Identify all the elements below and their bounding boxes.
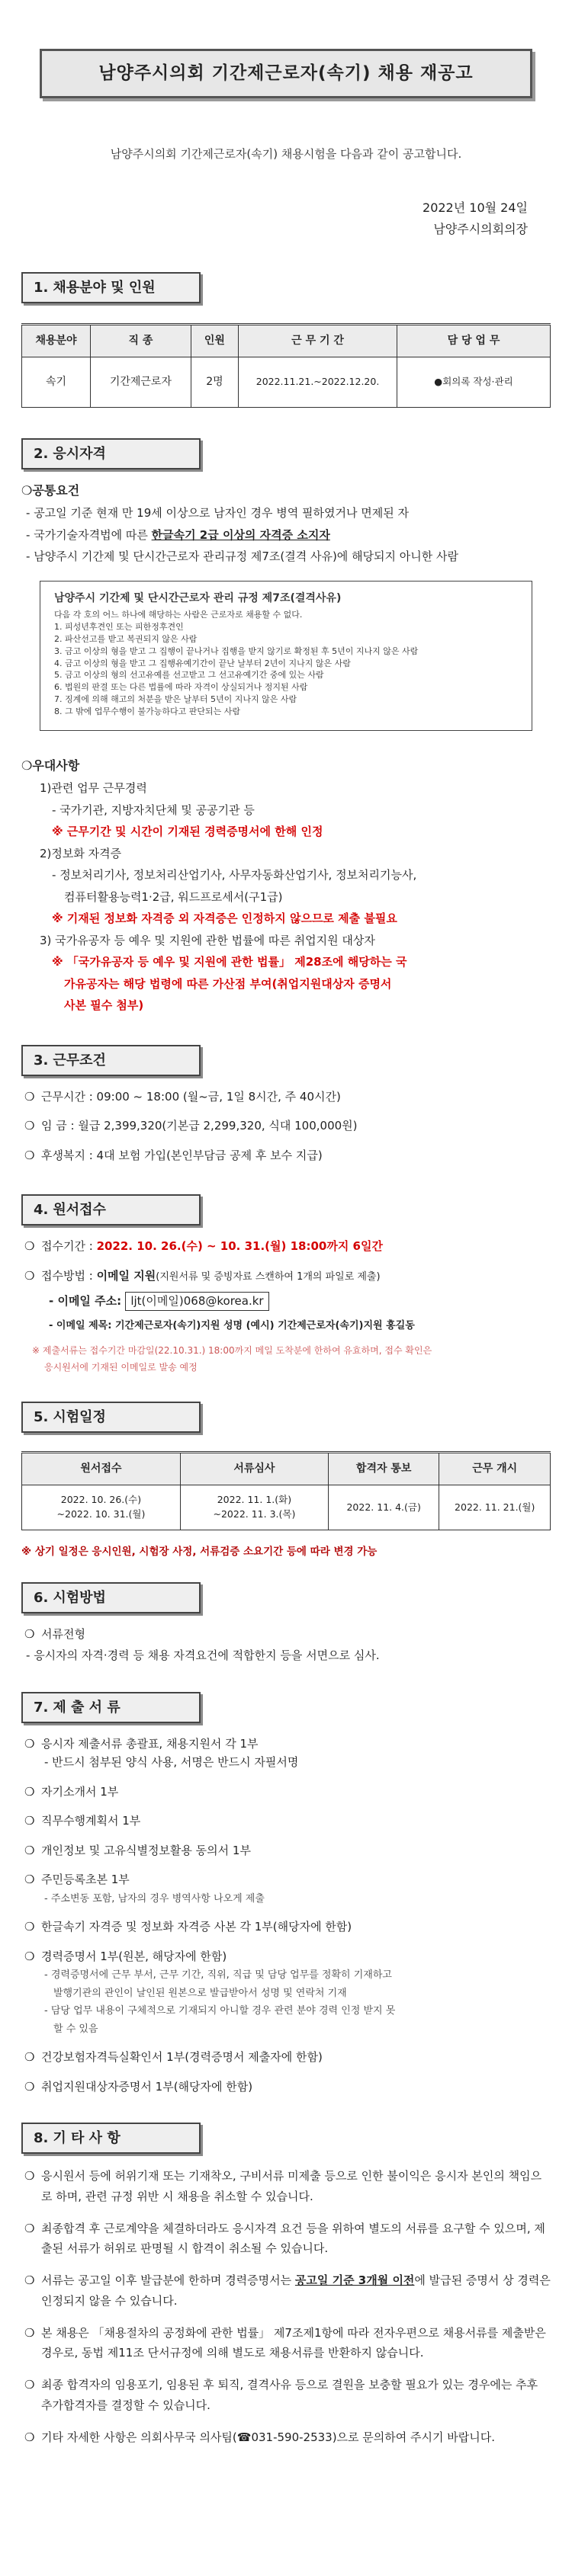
document-item: ❍ 건강보험자격득실확인서 1부(경력증명서 제출자에 한함) — [24, 2050, 323, 2065]
document-note: - 담당 업무 내용이 구체적으로 기재되지 아니할 경우 관련 분야 경력 인정 받지 못 — [44, 2005, 396, 2017]
preference-item: 2)정보화 자격증 — [40, 846, 122, 860]
document-note: - 주소변동 포함, 남자의 경우 병역사항 나오게 제출 — [44, 1892, 265, 1905]
document-note: 할 수 있음 — [53, 2023, 98, 2035]
preference-note: 가유공자는 해당 법령에 따른 가산점 부여(취업지원대상자 증명서 — [64, 976, 392, 991]
section-heading: 5. 시험일정 — [21, 1402, 201, 1433]
table-cell: 기간제근로자 — [91, 357, 191, 408]
table-cell: 2022. 11. 4.(금) — [328, 1485, 439, 1530]
schedule-table: 원서접수 서류심사 합격자 통보 근무 개시 2022. 10. 26.(수) ~2022. 10. 31.(월) 2022. 11. 1.(화) ~2022. 11. 3.(목) 2022. 11. 4.(금) 2022. 11. 21.(월) — [21, 1451, 551, 1530]
preference-detail: - 국가기관, 지방자치단체 및 공공기관 등 — [21, 802, 551, 819]
document-item: ❍ 개인정보 및 고유식별정보활용 동의서 1부 — [24, 1843, 251, 1857]
method-desc: - 응시자의 자격·경력 등 채용 자격요건에 적합한지 등을 서면으로 심사. — [21, 1647, 551, 1664]
document-item: ❍ 취업지원대상자증명서 1부(해당자에 한함) — [24, 2079, 253, 2094]
recruitment-table: 채용분야 직 종 인원 근 무 기 간 담 당 업 무 속기 기간제근로자 2명 2022.11.21.~2022.12.20. ●회의록 작성·관리 — [21, 323, 551, 408]
preference-note: ※ 근무기간 및 시간이 기재된 경력증명서에 한해 인정 — [52, 825, 323, 839]
email-address: - 이메일 주소: ljt(이메일)068@korea.kr — [21, 1292, 551, 1311]
section-eligibility — [21, 438, 551, 1014]
announcement-date: 2022년 10월 24일 — [423, 200, 528, 215]
preference-note: ※ 「국가유공자 등 예우 및 지원에 관한 법률」 제28조에 해당하는 국 — [52, 955, 407, 969]
table-cell: 2022. 11. 1.(화) ~2022. 11. 3.(목) — [180, 1485, 328, 1530]
table-cell: 2022. 10. 26.(수) ~2022. 10. 31.(월) — [22, 1485, 181, 1530]
notice-item: ❍ 응시원서 등에 허위기재 또는 기재착오, 구비서류 미제출 등으로 인한 불이익은 응시자 본인의 책임으로 하며, 관련 규정 위반 시 채용을 취소할 수 있습니다. — [24, 2169, 542, 2203]
notice-item: ❍ 기타 자세한 사항은 의회사무국 의사팀(☎031-590-2533)으로 문의하여 주시기 바랍니다. — [24, 2430, 496, 2444]
application-method: ❍ 접수방법 : 이메일 지원(지원서류 및 증빙자료 스캔하여 1개의 파일로 제출) — [24, 1268, 381, 1283]
table-cell: 2명 — [191, 357, 238, 408]
intro-text: 남양주시의회 기간제근로자(속기) 채용시험을 다음과 같이 공고합니다. — [110, 146, 462, 161]
section-application — [21, 1194, 551, 1374]
table-cell: 2022. 11. 21.(월) — [439, 1485, 551, 1530]
document-note: - 경력증명서에 근무 부서, 근무 기간, 직위, 직급 및 담당 업무를 정확히 기재하고 — [44, 1969, 392, 1982]
condition-item: ❍ 후생복지 : 4대 보험 가입(본인부담금 공제 후 보수 지급) — [24, 1148, 323, 1162]
document-item: ❍ 경력증명서 1부(원본, 해당자에 한함) — [24, 1949, 227, 1963]
requirement-item: - 공고일 기준 현재 만 19세 이상으로 남자인 경우 병역 필하였거나 면제된 자 — [21, 505, 551, 522]
document-item: ❍ 한글속기 자격증 및 정보화 자격증 사본 각 1부(해당자에 한함) — [24, 1920, 352, 1934]
document-item: ❍ 직무수행계획서 1부 — [24, 1814, 141, 1828]
table-cell: 2022.11.21.~2022.12.20. — [239, 357, 397, 408]
notice-item: ❍ 본 채용은 「채용절차의 공정화에 관한 법률」 제7조제1항에 따라 전자우편으로 채용서류를 제출받은 경우로, 동법 제11조 단서규정에 의해 별도로 채용서류를 반환하지 않습니다. — [24, 2325, 546, 2360]
notice-item: ❍ 서류는 공고일 이후 발급분에 한하며 경력증명서는 공고일 기준 3개월 이전에 발급된 증명서 상 경력은 인정되지 않을 수 있습니다. — [24, 2273, 551, 2308]
notice-item: ❍ 최종 합격자의 임용포기, 임용된 후 퇴직, 결격사유 등으로 결원을 보충할 필요가 있는 경우에는 추후 추가합격자를 결정할 수 있습니다. — [24, 2378, 538, 2412]
section-heading: 3. 근무조건 — [21, 1045, 201, 1076]
notice-item: ❍ 최종합격 후 근로계약을 체결하더라도 응시자격 요건 등을 위하여 별도의 서류를 요구할 수 있으며, 제출된 서류가 허위로 판명될 시 합격이 취소될 수 있습니다. — [24, 2221, 545, 2256]
condition-item: ❍ 근무시간 : 09:00 ~ 18:00 (월~금, 1일 8시간, 주 40시간) — [24, 1089, 341, 1104]
requirement-item: - 국가기술자격법에 따른 한글속기 2급 이상의 자격증 소지자 — [21, 527, 551, 544]
document-note: - 반드시 첨부된 양식 사용, 서명은 반드시 자필서명 — [44, 1755, 299, 1770]
application-period: ❍ 접수기간 : 2022. 10. 26.(수) ~ 10. 31.(월) 18:00까지 6일간 — [24, 1239, 383, 1254]
document-item: ❍ 주민등록초본 1부 — [24, 1873, 130, 1887]
section-method — [21, 1582, 551, 1664]
section-heading: 6. 시험방법 — [21, 1582, 201, 1613]
preference-note: ※ 기재된 정보화 자격증 외 자격증은 인정하지 않으므로 제출 불필요 — [52, 912, 397, 926]
document-item: ❍ 자기소개서 1부 — [24, 1784, 119, 1799]
section-recruitment — [21, 272, 551, 408]
table-cell: ●회의록 작성·관리 — [397, 357, 550, 408]
preference-item: 3) 국가유공자 등 예우 및 지원에 관한 법률에 따른 취업지원 대상자 — [40, 933, 375, 947]
page-title: 남양주시의회 기간제근로자(속기) 채용 재공고 — [40, 49, 532, 98]
section-schedule — [21, 1402, 551, 1559]
table-cell: 속기 — [22, 357, 91, 408]
preference-detail: 컴퓨터활용능력1·2급, 워드프로세서(구1급) — [64, 889, 283, 904]
common-requirements-title: ❍공통요건 — [21, 483, 80, 498]
application-note: 응시원서에 기재된 이메일로 발송 예정 — [44, 1362, 198, 1373]
schedule-note: ※ 상기 일정은 응시인원, 시험장 사정, 서류검증 소요기간 등에 따라 변경 가능 — [21, 1545, 378, 1558]
section-heading: 1. 채용분야 및 인원 — [21, 272, 201, 303]
requirement-item: - 남양주시 기간제 및 단시간근로자 관리규정 제7조(결격 사유)에 해당되지 아니한 사람 — [21, 548, 551, 566]
email-subject: - 이메일 제목: 기간제근로자(속기)지원 성명 (예시) 기간제근로자(속기)지원 홍길동 — [49, 1319, 415, 1331]
issuer: 남양주시의회의장 — [433, 222, 528, 236]
section-other — [21, 2123, 551, 2447]
disqualification-box: 남양주시 기간제 및 단시간근로자 관리 규정 제7조(결격사유) 다음 각 호의 어느 하나에 해당하는 사람은 근로자로 채용할 수 없다. 1. 피성년후견인 또는 피한정후견인 2. 파산선고를 받고 복권되지 않은 사람 3. 금고 이상의 형을 받고 그 집행이 끝나거나 집행을 받지 않기로 확정된 후 5년이 지나지 않은 사람 4. 금고 이상의 형을 받고 그 집행유예기간이 끝난 날부터 2년이 지나지 않은 사람 5. 금고 이상의 형의 선고유예를 선고받고 그 선고유예기간 중에 있는 사람 6. 법원의 판결 또는 다른 법률에 따라 자격이 상실되거나 정지된 사람 7. 징계에 의해 해고의 처분을 받은 날부터 5년이 지나지 않은 사람 8. 그 밖에 업무수행이 불가능하다고 판단되는 사람 — [40, 581, 532, 732]
preference-detail: - 정보처리기사, 정보처리산업기사, 사무자동화산업기사, 정보처리기능사, — [21, 867, 551, 884]
section-heading: 8. 기 타 사 항 — [21, 2123, 201, 2154]
document-note: 발행기관의 관인이 날인된 원본으로 발급받아서 성명 및 연락처 기재 — [53, 1987, 347, 1999]
preference-item: 1)관련 업무 근무경력 — [40, 781, 147, 796]
section-work-conditions — [21, 1045, 551, 1165]
section-heading: 2. 응시자격 — [21, 438, 201, 469]
section-documents — [21, 1692, 551, 2096]
application-note: ※ 제출서류는 접수기간 마감일(22.10.31.) 18:00까지 메일 도착분에 한하여 유효하며, 접수 확인은 — [32, 1345, 432, 1357]
method-item: ❍ 서류전형 — [24, 1626, 85, 1641]
email-link[interactable]: ljt(이메일)068@korea.kr — [125, 1292, 268, 1311]
preference-note: 사본 필수 첨부) — [64, 998, 144, 1013]
section-heading: 7. 제 출 서 류 — [21, 1692, 201, 1723]
condition-item: ❍ 임 금 : 월급 2,399,320(기본급 2,299,320, 식대 100,000원) — [24, 1119, 358, 1133]
preferences-title: ❍우대사항 — [21, 758, 80, 774]
document-item: ❍ 응시자 제출서류 총괄표, 채용지원서 각 1부 — [24, 1736, 259, 1751]
section-heading: 4. 원서접수 — [21, 1194, 201, 1226]
